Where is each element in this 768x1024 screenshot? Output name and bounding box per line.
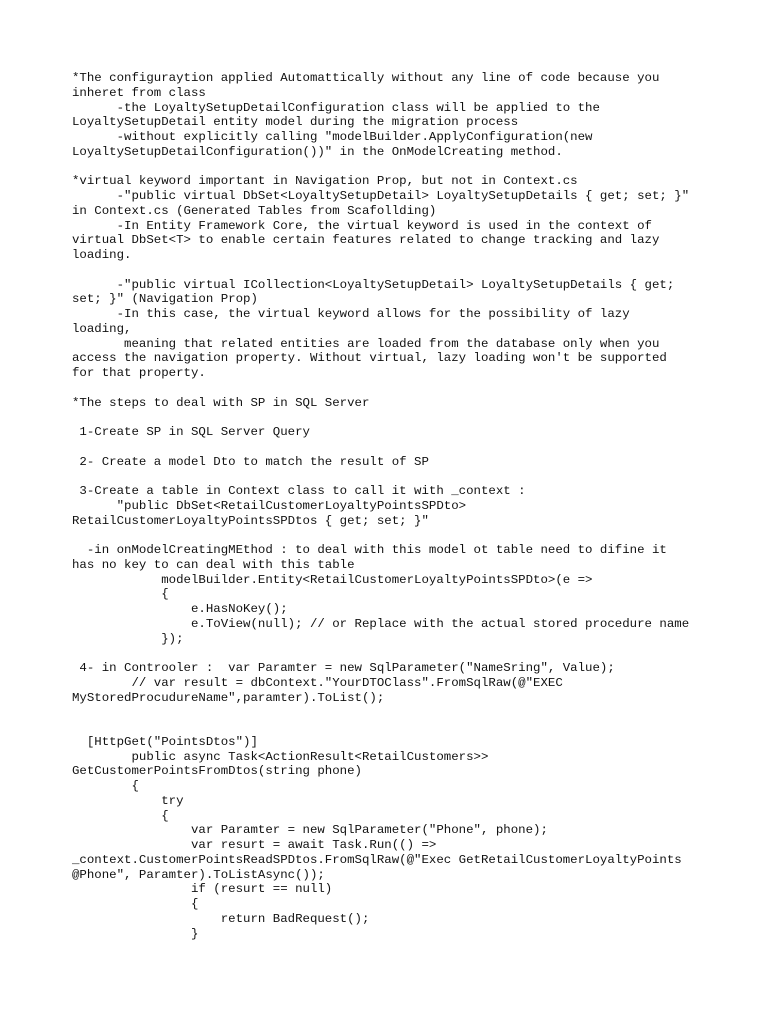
text-line: access the navigation property. Without virtual, lazy loading won't be supported [72, 351, 667, 366]
blank-line [72, 440, 722, 455]
text-line: "public DbSet<RetailCustomerLoyaltyPointsSPDto> [72, 498, 467, 513]
text-line: -"public virtual ICollection<LoyaltySetupDetail> LoyaltySetupDetails { get; [72, 277, 675, 292]
text-line: _context.CustomerPointsReadSPDtos.FromSqlRaw(@"Exec GetRetailCustomerLoyaltyPoints [72, 852, 682, 867]
text-line: -In Entity Framework Core, the virtual keyword is used in the context of [72, 218, 652, 233]
blank-line [72, 528, 722, 543]
document-body [72, 71, 722, 941]
text-line: for that property. [72, 366, 206, 380]
text-line: modelBuilder.Entity<RetailCustomerLoyaltyPointsSPDto>(e => [72, 572, 593, 587]
text-line: virtual DbSet<T> to enable certain features related to change tracking and lazy [72, 233, 660, 248]
text-line: { [72, 779, 139, 793]
text-line: GetCustomerPointsFromDtos(string phone) [72, 764, 362, 779]
text-line: { [72, 897, 199, 911]
text-line: try [72, 793, 184, 808]
blank-line [72, 160, 722, 175]
text-line: *The steps to deal with SP in SQL Server [72, 395, 370, 410]
text-line: 1-Create SP in SQL Server Query [72, 425, 310, 439]
text-line: var Paramter = new SqlParameter("Phone", phone); [72, 823, 548, 838]
text-line: } [72, 926, 199, 941]
text-line: -In this case, the virtual keyword allows for the possibility of lazy [72, 307, 630, 321]
blank-line [72, 469, 722, 484]
text-line: e.ToView(null); // or Replace with the actual stored procedure name [72, 616, 690, 631]
text-line: *virtual keyword important in Navigation Prop, but not in Context.cs [72, 174, 578, 189]
text-line: if (resurt == null) [72, 882, 333, 897]
blank-line [72, 720, 722, 735]
text-line: { [72, 587, 169, 602]
text-line: -in onModelCreatingMEthod : to deal with this model ot table need to difine it [72, 543, 667, 557]
text-line: -the LoyaltySetupDetailConfiguration class will be applied to the [72, 100, 600, 115]
text-line: @Phone", Paramter).ToListAsync()); [72, 867, 325, 882]
text-line: 3-Create a table in Context class to call it with _context : [72, 484, 526, 498]
blank-line [72, 381, 722, 396]
text-line: 2- Create a model Dto to match the result of SP [72, 454, 429, 469]
blank-line [72, 410, 722, 425]
text-line: e.HasNoKey(); [72, 602, 288, 616]
text-line: return BadRequest(); [72, 911, 370, 926]
text-line: -without explicitly calling "modelBuilder.ApplyConfiguration(new [72, 130, 593, 144]
text-line: [HttpGet("PointsDtos")] [72, 734, 258, 749]
text-line: var resurt = await Task.Run(() => [72, 838, 437, 852]
text-line: public async Task<ActionResult<RetailCustomers>> [72, 749, 489, 764]
text-line: loading. [72, 248, 132, 262]
text-line: set; }" (Navigation Prop) [72, 292, 258, 307]
text-line: // var result = dbContext."YourDTOClass".FromSqlRaw(@"EXEC [72, 675, 563, 690]
text-line: MyStoredProcudureName",paramter).ToList(); [72, 690, 385, 705]
text-line: -"public virtual DbSet<LoyaltySetupDetail> LoyaltySetupDetails { get; set; }" [72, 189, 690, 203]
text-line: RetailCustomerLoyaltyPointsSPDtos { get; set; }" [72, 513, 429, 528]
text-line: in Context.cs (Generated Tables from Scafollding) [72, 203, 437, 218]
blank-line [72, 646, 722, 661]
text-line: inheret from class [72, 85, 206, 100]
blank-line [72, 705, 722, 720]
text-line: has no key to can deal with this table [72, 557, 355, 572]
text-line: loading, [72, 321, 132, 336]
text-line: }); [72, 631, 184, 646]
blank-line [72, 263, 722, 278]
text-line: LoyaltySetupDetail entity model during the migration process [72, 115, 519, 130]
text-line: LoyaltySetupDetailConfiguration())" in the OnModelCreating method. [72, 144, 563, 159]
text-line: *The configuraytion applied Automattically without any line of code because you [72, 71, 660, 85]
text-line: meaning that related entities are loaded from the database only when you [72, 336, 660, 351]
text-line: 4- in Controoler : var Paramter = new SqlParameter("NameSring", Value); [72, 661, 615, 675]
text-line: { [72, 808, 169, 823]
